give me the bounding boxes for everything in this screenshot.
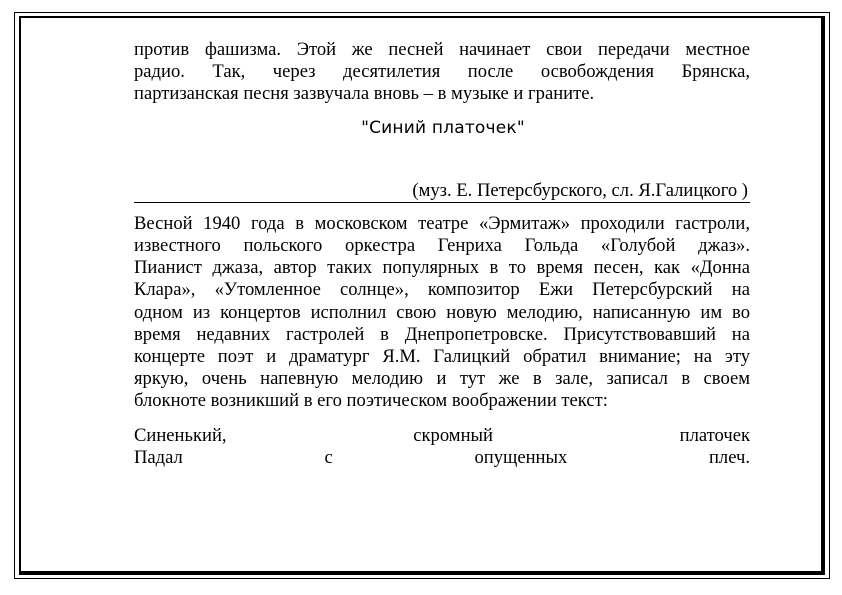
- story-line: блокноте возникший в его поэтическом воображении текст:: [134, 390, 608, 412]
- story-line: Клара», «Утомленное солнце», композитор Ежи Петерсбурский на: [134, 279, 750, 301]
- story-line: яркую, очень напевную мелодию и тут же в зале, записал в своем: [134, 368, 750, 390]
- intro-line: партизанская песня зазвучала вновь – в музыке и граните.: [134, 83, 595, 105]
- document-body: [134, 39, 750, 469]
- story-line: одном из концертов исполнил свою новую мелодию, написанную им во: [134, 301, 750, 323]
- story-line: концерте поэт и драматург Я.М. Галицкий обратил внимание; на эту: [134, 346, 750, 368]
- story-line: Весной 1940 года в московском театре «Эрмитаж» проходили гастроли,: [134, 212, 750, 234]
- story-line: Пианист джаза, автор таких популярных в то время песен, как «Донна: [134, 257, 750, 279]
- story-line: время недавних гастролей в Днепропетровске. Присутствовавший на: [134, 323, 750, 345]
- verse-line: Падал с опущенных плеч.: [134, 446, 750, 468]
- song-title: "Синий платочек": [361, 117, 525, 138]
- intro-line: радио. Так, через десятилетия после освобождения Брянска,: [134, 61, 750, 83]
- story-line: известного польского оркестра Генриха Гольда «Голубой джаз».: [134, 235, 750, 257]
- song-authors: (муз. Е. Петерсбурского, сл. Я.Галицкого ): [134, 181, 750, 203]
- intro-line: против фашизма. Этой же песней начинает свои передачи местное: [134, 39, 750, 60]
- intro-paragraph: [134, 39, 750, 106]
- verse-line: Синенький, скромный платочек: [134, 424, 750, 446]
- story-paragraph: [134, 213, 750, 413]
- verse-block: [134, 425, 750, 469]
